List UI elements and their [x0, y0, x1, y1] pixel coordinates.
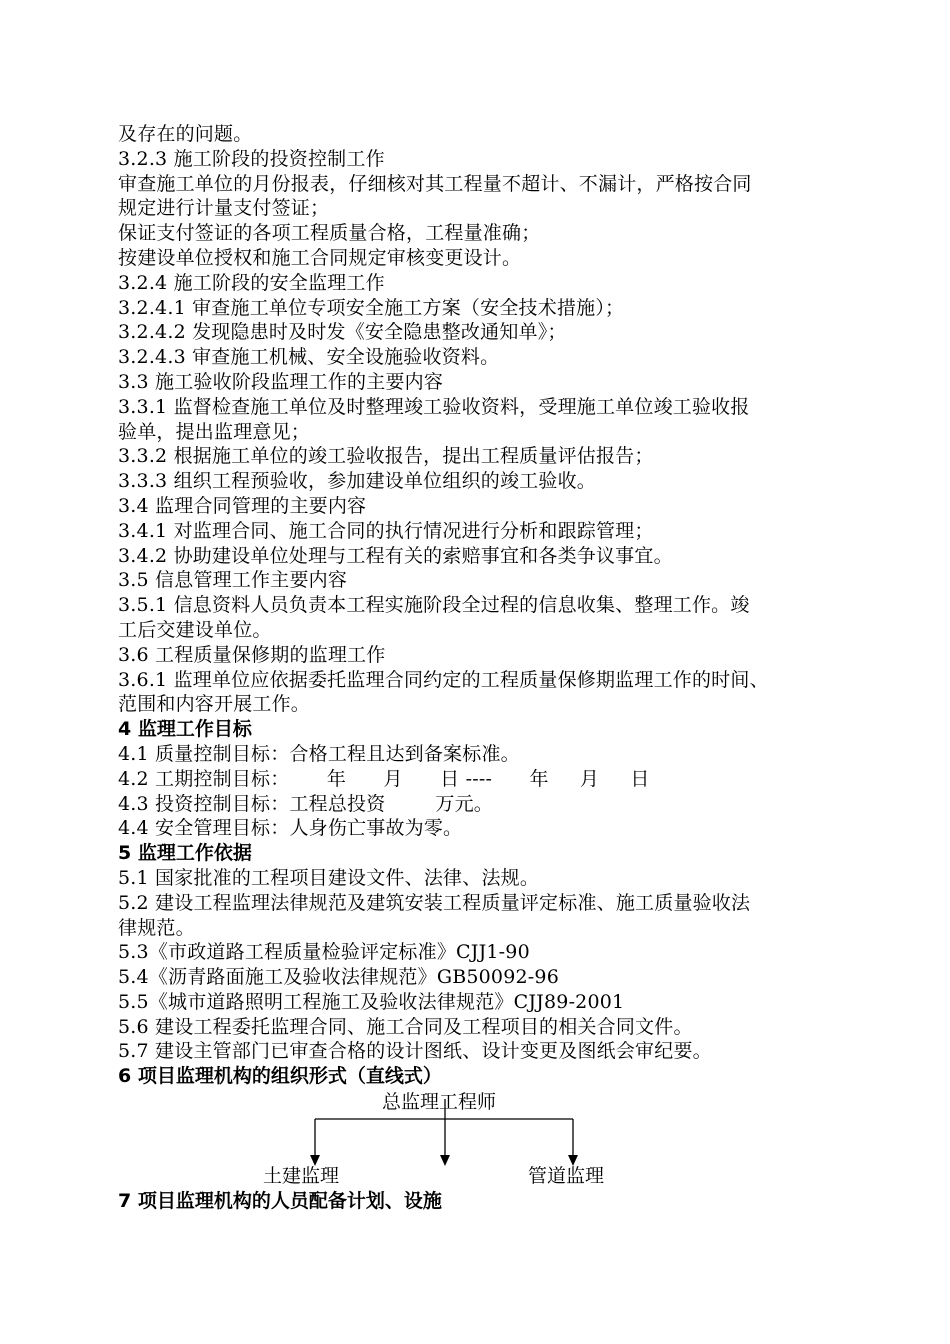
text-line: 3.2.3 施工阶段的投资控制工作 [118, 147, 385, 170]
text-line: 审查施工单位的月份报表，仔细核对其工程量不超计、不漏计，严格按合同 [118, 172, 752, 195]
section-heading: 4 监理工作目标 [118, 718, 252, 741]
text-line: 4.3 投资控制目标：工程总投资 万元。 [118, 792, 493, 815]
text-line: 3.4.2 协助建设单位处理与工程有关的索赔事宜和各类争议事宜。 [118, 544, 673, 567]
org-chart-left-node: 土建监理 [263, 1165, 340, 1188]
text-line: 3.3.2 根据施工单位的竣工验收报告，提出工程质量评估报告； [118, 445, 654, 468]
section-heading: 5 监理工作依据 [118, 842, 252, 865]
text-line: 3.3 施工验收阶段监理工作的主要内容 [118, 370, 444, 393]
text-line: 规定进行计量支付签证； [118, 197, 330, 220]
section-heading: 7 项目监理机构的人员配备计划、设施 [118, 1190, 442, 1213]
text-line: 按建设单位授权和施工合同规定审核变更设计。 [118, 246, 522, 269]
org-chart [118, 1089, 888, 1189]
text-line: 3.3.1 监督检查施工单位及时整理竣工验收资料，受理施工单位竣工验收报 [118, 395, 750, 418]
text-line: 范围和内容开展工作。 [118, 693, 311, 716]
text-line: 3.6 工程质量保修期的监理工作 [118, 643, 386, 666]
text-line: 5.3《市政道路工程质量检验评定标准》CJJ1-90 [118, 941, 530, 964]
text-line: 3.4 监理合同管理的主要内容 [118, 494, 367, 517]
text-line: 5.7 建设主管部门已审查合格的设计图纸、设计变更及图纸会审纪要。 [118, 1040, 712, 1063]
text-line: 3.5.1 信息资料人员负责本工程实施阶段全过程的信息收集、整理工作。竣 [118, 594, 750, 617]
text-line: 验单，提出监理意见； [118, 420, 311, 443]
text-line: 3.2.4.2 发现隐患时及时发《安全隐患整改通知单》； [118, 321, 567, 344]
text-line: 5.6 建设工程委托监理合同、施工合同及工程项目的相关合同文件。 [118, 1015, 693, 1038]
text-line: 5.5《城市道路照明工程施工及验收法律规范》CJJ89-2001 [118, 990, 625, 1013]
section-heading: 6 项目监理机构的组织形式（直线式） [118, 1065, 442, 1088]
text-line: 及存在的问题。 [118, 123, 253, 145]
text-line: 4.4 安全管理目标：人身伤亡事故为零。 [118, 817, 463, 840]
document-page [118, 122, 888, 1214]
text-line: 5.4《沥青路面施工及验收法律规范》GB50092-96 [118, 966, 559, 989]
text-line: 保证支付签证的各项工程质量合格，工程量准确； [118, 222, 541, 245]
text-line: 3.3.3 组织工程预验收，参加建设单位组织的竣工验收。 [118, 470, 596, 493]
org-chart-top-node: 总监理工程师 [382, 1091, 497, 1114]
text-line: 4.2 工期控制目标： 年 月 日 ---- 年 月 日 [118, 767, 650, 790]
text-line: 3.4.1 对监理合同、施工合同的执行情况进行分析和跟踪管理； [118, 519, 654, 542]
text-line: 4.1 质量控制目标：合格工程且达到备案标准。 [118, 742, 520, 765]
text-line: 3.2.4.1 审查施工单位专项安全施工方案（安全技术措施）； [118, 296, 625, 319]
text-line: 5.2 建设工程监理法律规范及建筑安装工程质量评定标准、施工质量验收法 [118, 891, 751, 914]
text-line: 5.1 国家批准的工程项目建设文件、法律、法规。 [118, 866, 540, 889]
text-line: 3.5 信息管理工作主要内容 [118, 569, 348, 592]
text-line: 3.2.4.3 审查施工机械、安全设施验收资料。 [118, 346, 500, 369]
org-chart-right-node: 管道监理 [528, 1165, 605, 1188]
text-line: 3.2.4 施工阶段的安全监理工作 [118, 271, 385, 294]
text-line: 工后交建设单位。 [118, 618, 272, 641]
text-line: 3.6.1 监理单位应依据委托监理合同约定的工程质量保修期监理工作的时间、 [118, 668, 769, 691]
org-chart-connectors [118, 1089, 888, 1189]
text-line: 律规范。 [118, 916, 195, 939]
